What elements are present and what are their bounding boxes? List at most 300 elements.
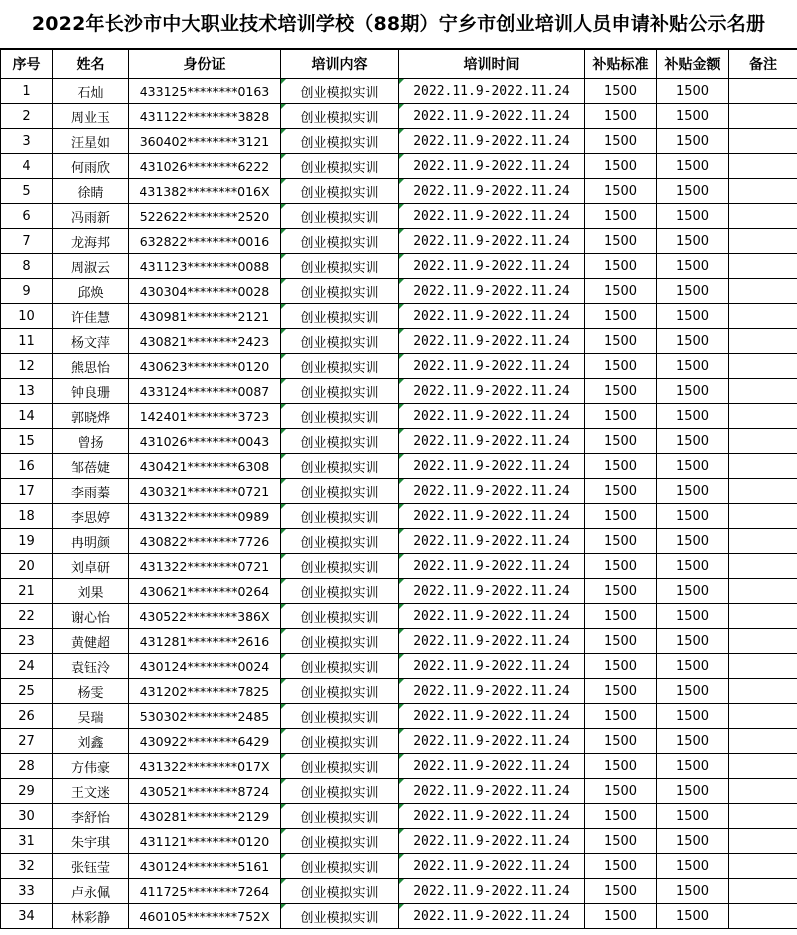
cell-course[interactable]: 创业模拟实训 bbox=[281, 329, 399, 354]
table-row bbox=[1, 404, 797, 429]
cell-no[interactable]: 16 bbox=[1, 454, 53, 479]
cell-period[interactable]: 2022.11.9-2022.11.24 bbox=[399, 129, 585, 154]
cell-course[interactable]: 创业模拟实训 bbox=[281, 279, 399, 304]
cell-amount[interactable]: 1500 bbox=[657, 429, 729, 454]
header-period[interactable]: 培训时间 bbox=[399, 50, 585, 79]
cell-no[interactable]: 1 bbox=[1, 79, 53, 104]
cell-name[interactable]: 周淑云 bbox=[53, 254, 129, 279]
cell-period[interactable]: 2022.11.9-2022.11.24 bbox=[399, 629, 585, 654]
cell-amount[interactable]: 1500 bbox=[657, 679, 729, 704]
cell-amount[interactable]: 1500 bbox=[657, 854, 729, 879]
cell-standard[interactable]: 1500 bbox=[585, 454, 657, 479]
cell-name[interactable]: 许佳慧 bbox=[53, 304, 129, 329]
cell-name[interactable]: 王文迷 bbox=[53, 779, 129, 804]
cell-period[interactable]: 2022.11.9-2022.11.24 bbox=[399, 879, 585, 904]
cell-standard[interactable]: 1500 bbox=[585, 304, 657, 329]
cell-id[interactable]: 430821********2423 bbox=[129, 329, 281, 354]
cell-amount[interactable]: 1500 bbox=[657, 504, 729, 529]
cell-no[interactable]: 20 bbox=[1, 554, 53, 579]
cell-note[interactable] bbox=[729, 454, 797, 479]
cell-period[interactable]: 2022.11.9-2022.11.24 bbox=[399, 754, 585, 779]
cell-standard[interactable]: 1500 bbox=[585, 754, 657, 779]
cell-standard[interactable]: 1500 bbox=[585, 579, 657, 604]
cell-name[interactable]: 袁钰泠 bbox=[53, 654, 129, 679]
cell-name[interactable]: 龙海邦 bbox=[53, 229, 129, 254]
cell-note[interactable] bbox=[729, 504, 797, 529]
cell-standard[interactable]: 1500 bbox=[585, 604, 657, 629]
cell-standard[interactable]: 1500 bbox=[585, 779, 657, 804]
cell-note[interactable] bbox=[729, 879, 797, 904]
cell-id[interactable]: 632822********0016 bbox=[129, 229, 281, 254]
cell-amount[interactable]: 1500 bbox=[657, 154, 729, 179]
cell-no[interactable]: 28 bbox=[1, 754, 53, 779]
cell-name[interactable]: 冯雨新 bbox=[53, 204, 129, 229]
cell-note[interactable] bbox=[729, 629, 797, 654]
cell-standard[interactable]: 1500 bbox=[585, 129, 657, 154]
cell-standard[interactable]: 1500 bbox=[585, 879, 657, 904]
cell-course[interactable]: 创业模拟实训 bbox=[281, 854, 399, 879]
table-row bbox=[1, 454, 797, 479]
cell-name[interactable]: 郭晓烨 bbox=[53, 404, 129, 429]
cell-no[interactable]: 34 bbox=[1, 904, 53, 929]
cell-course[interactable]: 创业模拟实训 bbox=[281, 679, 399, 704]
cell-note[interactable] bbox=[729, 279, 797, 304]
cell-period[interactable]: 2022.11.9-2022.11.24 bbox=[399, 679, 585, 704]
cell-id[interactable]: 430321********0721 bbox=[129, 479, 281, 504]
cell-no[interactable]: 13 bbox=[1, 379, 53, 404]
table-row bbox=[1, 379, 797, 404]
cell-standard[interactable]: 1500 bbox=[585, 479, 657, 504]
cell-id[interactable]: 430822********7726 bbox=[129, 529, 281, 554]
cell-period[interactable]: 2022.11.9-2022.11.24 bbox=[399, 479, 585, 504]
cell-standard[interactable]: 1500 bbox=[585, 229, 657, 254]
cell-standard[interactable]: 1500 bbox=[585, 704, 657, 729]
cell-note[interactable] bbox=[729, 129, 797, 154]
subsidy-table bbox=[0, 49, 797, 929]
cell-course[interactable]: 创业模拟实训 bbox=[281, 379, 399, 404]
cell-no[interactable]: 6 bbox=[1, 204, 53, 229]
cell-name[interactable]: 汪星如 bbox=[53, 129, 129, 154]
cell-no[interactable]: 3 bbox=[1, 129, 53, 154]
cell-period[interactable]: 2022.11.9-2022.11.24 bbox=[399, 654, 585, 679]
cell-standard[interactable]: 1500 bbox=[585, 329, 657, 354]
header-amount[interactable]: 补贴金额 bbox=[657, 50, 729, 79]
cell-note[interactable] bbox=[729, 779, 797, 804]
cell-amount[interactable]: 1500 bbox=[657, 279, 729, 304]
cell-name[interactable]: 卢永佩 bbox=[53, 879, 129, 904]
cell-name[interactable]: 李雨蓁 bbox=[53, 479, 129, 504]
cell-course[interactable]: 创业模拟实训 bbox=[281, 529, 399, 554]
cell-standard[interactable]: 1500 bbox=[585, 679, 657, 704]
cell-no[interactable]: 4 bbox=[1, 154, 53, 179]
cell-amount[interactable]: 1500 bbox=[657, 579, 729, 604]
cell-name[interactable]: 李舒怡 bbox=[53, 804, 129, 829]
cell-note[interactable] bbox=[729, 379, 797, 404]
cell-period[interactable]: 2022.11.9-2022.11.24 bbox=[399, 279, 585, 304]
header-id[interactable]: 身份证 bbox=[129, 50, 281, 79]
cell-note[interactable] bbox=[729, 154, 797, 179]
cell-period[interactable]: 2022.11.9-2022.11.24 bbox=[399, 504, 585, 529]
cell-course[interactable]: 创业模拟实训 bbox=[281, 754, 399, 779]
cell-note[interactable] bbox=[729, 254, 797, 279]
cell-note[interactable] bbox=[729, 579, 797, 604]
cell-period[interactable]: 2022.11.9-2022.11.24 bbox=[399, 429, 585, 454]
table-row bbox=[1, 629, 797, 654]
cell-course[interactable]: 创业模拟实训 bbox=[281, 604, 399, 629]
cell-period[interactable]: 2022.11.9-2022.11.24 bbox=[399, 529, 585, 554]
cell-standard[interactable]: 1500 bbox=[585, 654, 657, 679]
cell-amount[interactable]: 1500 bbox=[657, 704, 729, 729]
cell-note[interactable] bbox=[729, 329, 797, 354]
cell-note[interactable] bbox=[729, 704, 797, 729]
cell-period[interactable]: 2022.11.9-2022.11.24 bbox=[399, 604, 585, 629]
cell-no[interactable]: 31 bbox=[1, 829, 53, 854]
cell-no[interactable]: 26 bbox=[1, 704, 53, 729]
table-row bbox=[1, 154, 797, 179]
header-row bbox=[1, 50, 797, 79]
cell-amount[interactable]: 1500 bbox=[657, 204, 729, 229]
cell-name[interactable]: 熊思怡 bbox=[53, 354, 129, 379]
table-row bbox=[1, 654, 797, 679]
cell-course[interactable]: 创业模拟实训 bbox=[281, 804, 399, 829]
cell-name[interactable]: 徐睛 bbox=[53, 179, 129, 204]
cell-id[interactable]: 142401********3723 bbox=[129, 404, 281, 429]
table-row bbox=[1, 554, 797, 579]
cell-amount[interactable]: 1500 bbox=[657, 829, 729, 854]
cell-amount[interactable]: 1500 bbox=[657, 479, 729, 504]
cell-id[interactable]: 431123********0088 bbox=[129, 254, 281, 279]
table-row bbox=[1, 304, 797, 329]
cell-period[interactable]: 2022.11.9-2022.11.24 bbox=[399, 204, 585, 229]
cell-standard[interactable]: 1500 bbox=[585, 379, 657, 404]
cell-amount[interactable]: 1500 bbox=[657, 379, 729, 404]
cell-course[interactable]: 创业模拟实训 bbox=[281, 129, 399, 154]
cell-id[interactable]: 530302********2485 bbox=[129, 704, 281, 729]
cell-note[interactable] bbox=[729, 104, 797, 129]
cell-standard[interactable]: 1500 bbox=[585, 504, 657, 529]
cell-no[interactable]: 11 bbox=[1, 329, 53, 354]
cell-period[interactable]: 2022.11.9-2022.11.24 bbox=[399, 854, 585, 879]
cell-standard[interactable]: 1500 bbox=[585, 104, 657, 129]
cell-course[interactable]: 创业模拟实训 bbox=[281, 404, 399, 429]
cell-period[interactable]: 2022.11.9-2022.11.24 bbox=[399, 829, 585, 854]
cell-course[interactable]: 创业模拟实训 bbox=[281, 104, 399, 129]
cell-no[interactable]: 25 bbox=[1, 679, 53, 704]
cell-amount[interactable]: 1500 bbox=[657, 254, 729, 279]
cell-no[interactable]: 8 bbox=[1, 254, 53, 279]
cell-no[interactable]: 10 bbox=[1, 304, 53, 329]
cell-amount[interactable]: 1500 bbox=[657, 304, 729, 329]
cell-no[interactable]: 22 bbox=[1, 604, 53, 629]
cell-no[interactable]: 19 bbox=[1, 529, 53, 554]
cell-standard[interactable]: 1500 bbox=[585, 354, 657, 379]
cell-no[interactable]: 17 bbox=[1, 479, 53, 504]
cell-amount[interactable]: 1500 bbox=[657, 654, 729, 679]
cell-id[interactable]: 431026********6222 bbox=[129, 154, 281, 179]
cell-note[interactable] bbox=[729, 529, 797, 554]
table-row bbox=[1, 279, 797, 304]
cell-id[interactable]: 460105********752X bbox=[129, 904, 281, 929]
cell-standard[interactable]: 1500 bbox=[585, 629, 657, 654]
cell-standard[interactable]: 1500 bbox=[585, 804, 657, 829]
cell-name[interactable]: 杨文萍 bbox=[53, 329, 129, 354]
table-row bbox=[1, 479, 797, 504]
cell-name[interactable]: 朱宇琪 bbox=[53, 829, 129, 854]
cell-course[interactable]: 创业模拟实训 bbox=[281, 779, 399, 804]
cell-period[interactable]: 2022.11.9-2022.11.24 bbox=[399, 79, 585, 104]
cell-name[interactable]: 邹蓓婕 bbox=[53, 454, 129, 479]
cell-name[interactable]: 钟良珊 bbox=[53, 379, 129, 404]
cell-name[interactable]: 张钰莹 bbox=[53, 854, 129, 879]
cell-amount[interactable]: 1500 bbox=[657, 229, 729, 254]
cell-id[interactable]: 431121********0120 bbox=[129, 829, 281, 854]
cell-course[interactable]: 创业模拟实训 bbox=[281, 629, 399, 654]
cell-period[interactable]: 2022.11.9-2022.11.24 bbox=[399, 554, 585, 579]
cell-period[interactable]: 2022.11.9-2022.11.24 bbox=[399, 454, 585, 479]
cell-no[interactable]: 7 bbox=[1, 229, 53, 254]
cell-no[interactable]: 12 bbox=[1, 354, 53, 379]
cell-period[interactable]: 2022.11.9-2022.11.24 bbox=[399, 154, 585, 179]
header-standard[interactable]: 补贴标准 bbox=[585, 50, 657, 79]
cell-name[interactable]: 黄健超 bbox=[53, 629, 129, 654]
cell-standard[interactable]: 1500 bbox=[585, 204, 657, 229]
cell-id[interactable]: 360402********3121 bbox=[129, 129, 281, 154]
cell-course[interactable]: 创业模拟实训 bbox=[281, 479, 399, 504]
cell-period[interactable]: 2022.11.9-2022.11.24 bbox=[399, 729, 585, 754]
cell-note[interactable] bbox=[729, 829, 797, 854]
cell-course[interactable]: 创业模拟实训 bbox=[281, 204, 399, 229]
cell-period[interactable]: 2022.11.9-2022.11.24 bbox=[399, 329, 585, 354]
cell-no[interactable]: 14 bbox=[1, 404, 53, 429]
cell-name[interactable]: 石灿 bbox=[53, 79, 129, 104]
cell-course[interactable]: 创业模拟实训 bbox=[281, 354, 399, 379]
cell-course[interactable]: 创业模拟实训 bbox=[281, 704, 399, 729]
cell-no[interactable]: 32 bbox=[1, 854, 53, 879]
header-note[interactable]: 备注 bbox=[729, 50, 797, 79]
cell-standard[interactable]: 1500 bbox=[585, 529, 657, 554]
cell-amount[interactable]: 1500 bbox=[657, 604, 729, 629]
cell-period[interactable]: 2022.11.9-2022.11.24 bbox=[399, 104, 585, 129]
cell-id[interactable]: 411725********7264 bbox=[129, 879, 281, 904]
cell-amount[interactable]: 1500 bbox=[657, 804, 729, 829]
cell-course[interactable]: 创业模拟实训 bbox=[281, 79, 399, 104]
cell-period[interactable]: 2022.11.9-2022.11.24 bbox=[399, 304, 585, 329]
cell-standard[interactable]: 1500 bbox=[585, 254, 657, 279]
cell-course[interactable]: 创业模拟实训 bbox=[281, 504, 399, 529]
cell-course[interactable]: 创业模拟实训 bbox=[281, 454, 399, 479]
sheet-title: 2022年长沙市中大职业技术培训学校（88期）宁乡市创业培训人员申请补贴公示名册 bbox=[0, 0, 797, 49]
cell-name[interactable]: 吴瑞 bbox=[53, 704, 129, 729]
cell-id[interactable]: 430522********386X bbox=[129, 604, 281, 629]
cell-id[interactable]: 431322********017X bbox=[129, 754, 281, 779]
cell-period[interactable]: 2022.11.9-2022.11.24 bbox=[399, 229, 585, 254]
cell-note[interactable] bbox=[729, 604, 797, 629]
cell-note[interactable] bbox=[729, 429, 797, 454]
cell-period[interactable]: 2022.11.9-2022.11.24 bbox=[399, 704, 585, 729]
table-row bbox=[1, 229, 797, 254]
cell-no[interactable]: 30 bbox=[1, 804, 53, 829]
cell-note[interactable] bbox=[729, 354, 797, 379]
cell-amount[interactable]: 1500 bbox=[657, 179, 729, 204]
cell-course[interactable]: 创业模拟实训 bbox=[281, 654, 399, 679]
cell-course[interactable]: 创业模拟实训 bbox=[281, 254, 399, 279]
cell-no[interactable]: 18 bbox=[1, 504, 53, 529]
cell-note[interactable] bbox=[729, 304, 797, 329]
cell-id[interactable]: 431382********016X bbox=[129, 179, 281, 204]
cell-note[interactable] bbox=[729, 229, 797, 254]
cell-name[interactable]: 冉明颜 bbox=[53, 529, 129, 554]
cell-id[interactable]: 430124********0024 bbox=[129, 654, 281, 679]
cell-id[interactable]: 430521********8724 bbox=[129, 779, 281, 804]
header-name[interactable]: 姓名 bbox=[53, 50, 129, 79]
cell-id[interactable]: 430281********2129 bbox=[129, 804, 281, 829]
cell-note[interactable] bbox=[729, 729, 797, 754]
cell-amount[interactable]: 1500 bbox=[657, 904, 729, 929]
cell-id[interactable]: 431322********0989 bbox=[129, 504, 281, 529]
table-row bbox=[1, 129, 797, 154]
cell-note[interactable] bbox=[729, 554, 797, 579]
cell-name[interactable]: 邱焕 bbox=[53, 279, 129, 304]
header-no[interactable]: 序号 bbox=[1, 50, 53, 79]
cell-amount[interactable]: 1500 bbox=[657, 129, 729, 154]
cell-period[interactable]: 2022.11.9-2022.11.24 bbox=[399, 779, 585, 804]
cell-name[interactable]: 李思婷 bbox=[53, 504, 129, 529]
cell-standard[interactable]: 1500 bbox=[585, 854, 657, 879]
cell-no[interactable]: 9 bbox=[1, 279, 53, 304]
cell-period[interactable]: 2022.11.9-2022.11.24 bbox=[399, 804, 585, 829]
cell-course[interactable]: 创业模拟实训 bbox=[281, 154, 399, 179]
cell-note[interactable] bbox=[729, 479, 797, 504]
cell-name[interactable]: 刘卓研 bbox=[53, 554, 129, 579]
cell-note[interactable] bbox=[729, 804, 797, 829]
cell-name[interactable]: 曾扬 bbox=[53, 429, 129, 454]
cell-note[interactable] bbox=[729, 179, 797, 204]
cell-amount[interactable]: 1500 bbox=[657, 404, 729, 429]
cell-id[interactable]: 430922********6429 bbox=[129, 729, 281, 754]
cell-amount[interactable]: 1500 bbox=[657, 554, 729, 579]
cell-name[interactable]: 林彩静 bbox=[53, 904, 129, 929]
table-row bbox=[1, 704, 797, 729]
cell-course[interactable]: 创业模拟实训 bbox=[281, 229, 399, 254]
table-row bbox=[1, 504, 797, 529]
cell-standard[interactable]: 1500 bbox=[585, 79, 657, 104]
cell-standard[interactable]: 1500 bbox=[585, 829, 657, 854]
cell-id[interactable]: 431281********2616 bbox=[129, 629, 281, 654]
cell-standard[interactable]: 1500 bbox=[585, 429, 657, 454]
cell-no[interactable]: 23 bbox=[1, 629, 53, 654]
cell-name[interactable]: 刘果 bbox=[53, 579, 129, 604]
cell-course[interactable]: 创业模拟实训 bbox=[281, 304, 399, 329]
cell-course[interactable]: 创业模拟实训 bbox=[281, 904, 399, 929]
cell-course[interactable]: 创业模拟实训 bbox=[281, 729, 399, 754]
cell-amount[interactable]: 1500 bbox=[657, 354, 729, 379]
cell-id[interactable]: 431026********0043 bbox=[129, 429, 281, 454]
cell-no[interactable]: 33 bbox=[1, 879, 53, 904]
cell-amount[interactable]: 1500 bbox=[657, 779, 729, 804]
table-row bbox=[1, 79, 797, 104]
cell-course[interactable]: 创业模拟实训 bbox=[281, 829, 399, 854]
cell-note[interactable] bbox=[729, 904, 797, 929]
cell-name[interactable]: 刘鑫 bbox=[53, 729, 129, 754]
cell-standard[interactable]: 1500 bbox=[585, 404, 657, 429]
cell-period[interactable]: 2022.11.9-2022.11.24 bbox=[399, 579, 585, 604]
cell-standard[interactable]: 1500 bbox=[585, 179, 657, 204]
cell-note[interactable] bbox=[729, 854, 797, 879]
cell-name[interactable]: 方伟豪 bbox=[53, 754, 129, 779]
cell-note[interactable] bbox=[729, 204, 797, 229]
cell-no[interactable]: 15 bbox=[1, 429, 53, 454]
cell-name[interactable]: 周业玉 bbox=[53, 104, 129, 129]
cell-id[interactable]: 430621********0264 bbox=[129, 579, 281, 604]
cell-note[interactable] bbox=[729, 79, 797, 104]
cell-id[interactable]: 431322********0721 bbox=[129, 554, 281, 579]
cell-standard[interactable]: 1500 bbox=[585, 904, 657, 929]
cell-period[interactable]: 2022.11.9-2022.11.24 bbox=[399, 404, 585, 429]
cell-name[interactable]: 杨雯 bbox=[53, 679, 129, 704]
cell-course[interactable]: 创业模拟实训 bbox=[281, 579, 399, 604]
cell-no[interactable]: 29 bbox=[1, 779, 53, 804]
cell-period[interactable]: 2022.11.9-2022.11.24 bbox=[399, 379, 585, 404]
cell-course[interactable]: 创业模拟实训 bbox=[281, 879, 399, 904]
cell-period[interactable]: 2022.11.9-2022.11.24 bbox=[399, 354, 585, 379]
cell-period[interactable]: 2022.11.9-2022.11.24 bbox=[399, 179, 585, 204]
cell-no[interactable]: 5 bbox=[1, 179, 53, 204]
cell-standard[interactable]: 1500 bbox=[585, 729, 657, 754]
cell-amount[interactable]: 1500 bbox=[657, 79, 729, 104]
cell-id[interactable]: 433124********0087 bbox=[129, 379, 281, 404]
cell-id[interactable]: 430623********0120 bbox=[129, 354, 281, 379]
cell-course[interactable]: 创业模拟实训 bbox=[281, 429, 399, 454]
cell-note[interactable] bbox=[729, 404, 797, 429]
table-row bbox=[1, 804, 797, 829]
cell-amount[interactable]: 1500 bbox=[657, 754, 729, 779]
cell-name[interactable]: 谢心怡 bbox=[53, 604, 129, 629]
cell-amount[interactable]: 1500 bbox=[657, 329, 729, 354]
cell-id[interactable]: 433125********0163 bbox=[129, 79, 281, 104]
cell-id[interactable]: 430304********0028 bbox=[129, 279, 281, 304]
cell-amount[interactable]: 1500 bbox=[657, 454, 729, 479]
cell-name[interactable]: 何雨欣 bbox=[53, 154, 129, 179]
table-row bbox=[1, 254, 797, 279]
cell-amount[interactable]: 1500 bbox=[657, 104, 729, 129]
cell-no[interactable]: 2 bbox=[1, 104, 53, 129]
cell-id[interactable]: 430421********6308 bbox=[129, 454, 281, 479]
cell-id[interactable]: 430124********5161 bbox=[129, 854, 281, 879]
cell-period[interactable]: 2022.11.9-2022.11.24 bbox=[399, 904, 585, 929]
cell-no[interactable]: 27 bbox=[1, 729, 53, 754]
cell-standard[interactable]: 1500 bbox=[585, 554, 657, 579]
cell-id[interactable]: 431202********7825 bbox=[129, 679, 281, 704]
cell-course[interactable]: 创业模拟实训 bbox=[281, 179, 399, 204]
cell-amount[interactable]: 1500 bbox=[657, 729, 729, 754]
cell-note[interactable] bbox=[729, 679, 797, 704]
cell-no[interactable]: 21 bbox=[1, 579, 53, 604]
cell-standard[interactable]: 1500 bbox=[585, 154, 657, 179]
cell-amount[interactable]: 1500 bbox=[657, 879, 729, 904]
cell-no[interactable]: 24 bbox=[1, 654, 53, 679]
cell-standard[interactable]: 1500 bbox=[585, 279, 657, 304]
cell-note[interactable] bbox=[729, 754, 797, 779]
cell-note[interactable] bbox=[729, 654, 797, 679]
cell-id[interactable]: 431122********3828 bbox=[129, 104, 281, 129]
header-course[interactable]: 培训内容 bbox=[281, 50, 399, 79]
cell-amount[interactable]: 1500 bbox=[657, 629, 729, 654]
cell-course[interactable]: 创业模拟实训 bbox=[281, 554, 399, 579]
cell-id[interactable]: 522622********2520 bbox=[129, 204, 281, 229]
cell-id[interactable]: 430981********2121 bbox=[129, 304, 281, 329]
cell-period[interactable]: 2022.11.9-2022.11.24 bbox=[399, 254, 585, 279]
cell-amount[interactable]: 1500 bbox=[657, 529, 729, 554]
